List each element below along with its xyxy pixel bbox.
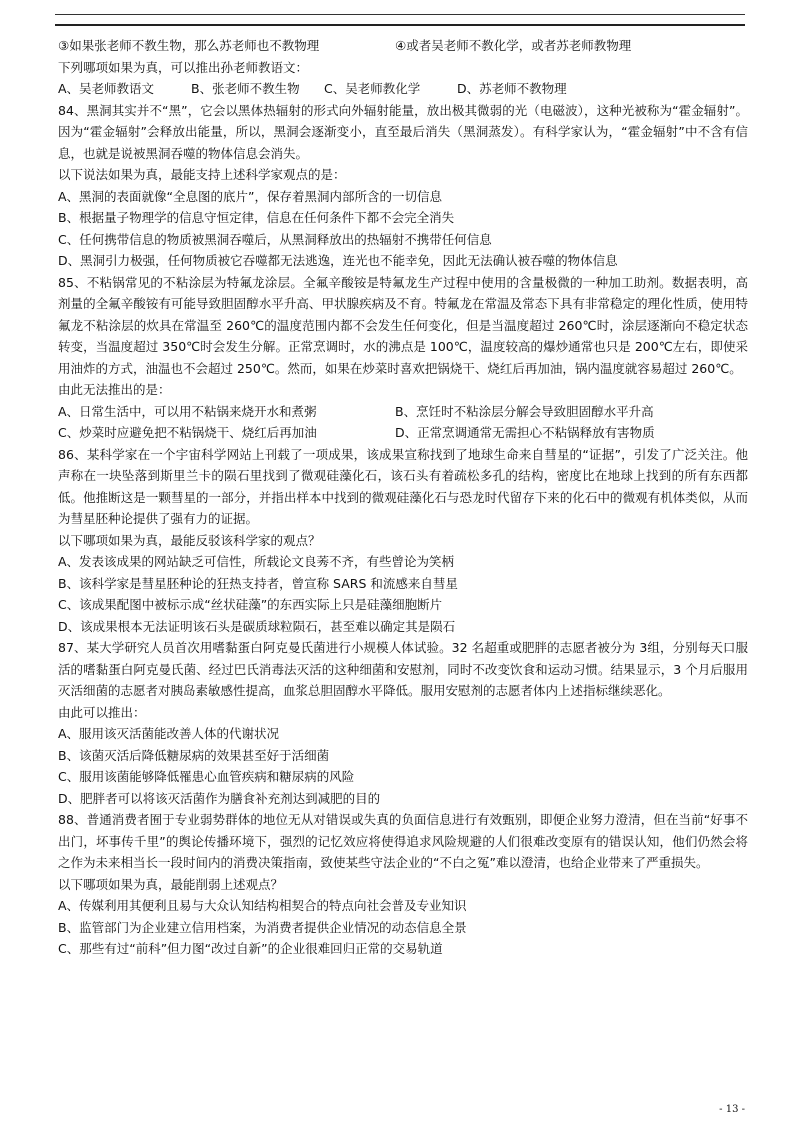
statement-3: ③如果张老师不教生物，那么苏老师也不教物理 [58,38,320,53]
q84-question: 以下说法如果为真，最能支持上述科学家观点的是： [58,167,346,182]
page-number: - 13 - [719,1104,745,1115]
q86-option-c: C、该成果配图中被标示成“丝状硅藻”的东西实际上只是硅藻细胞断片 [58,597,443,612]
q85-question: 由此无法推出的是： [58,382,171,397]
q87-stem: 87、某大学研究人员首次用嗜黏蛋白阿克曼氏菌进行小规模人体试验。32 名超重或肥胖的志愿者被分为 3组，分别每天口服活的嗜黏蛋白阿克曼氏菌、经过巴氏消毒法灭活的这种细菌和安慰剂，同时不改变饮食和运动习惯。结果显示，3 个月后服用灭活细菌的志愿者对胰岛素敏感性提高，血浆总胆固醇水平降低。服用安慰剂的志愿者体内上述指标继续恶化。 [58,640,748,698]
q84-stem: 84、黑洞其实并不“黑”，它会以黑体热辐射的形式向外辐射能量，放出极其微弱的光（电磁波），这种光被称为“霍金辐射”。因为“霍金辐射”会释放出能量，所以，黑洞会逐渐变小，直至最后消失（黑洞蒸发）。有科学家认为，“霍金辐射”中不含有信息，也就是说被黑洞吞噬的物体信息会消失。 [58,102,748,161]
q85-option-b: B、烹饪时不粘涂层分解会导致胆固醇水平升高 [395,403,654,419]
q84-option-b: B、根据量子物理学的信息守恒定律，信息在任何条件下都不会完全消失 [58,210,455,225]
q85-option-a: A、日常生活中，可以用不粘锅来烧开水和煮粥 [58,403,317,419]
q84-option-a: A、黑洞的表面就像“全息图的底片”，保存着黑洞内部所含的一切信息 [58,188,443,204]
q83-option-b: B、张老师不教生物 [191,81,300,96]
header-rule-thin [55,14,745,15]
q88-stem: 88、普通消费者囿于专业弱势群体的地位无从对错误或失真的负面信息进行有效甄别，即便企业努力澄清，但在当前“好事不出门，坏事传千里”的舆论传播环境下，强烈的记忆效应将使得追求风险规避的人们很难改变原有的错误认知，他们仍然会将之作为未来相当长一段时间内的消费决策指南，致使某些守法企业的“不白之冤”难以澄清，也给企业带来了严重损失。 [58,812,748,870]
q84-option-d: D、黑洞引力极强，任何物质被它吞噬都无法逃逸，连光也不能幸免，因此无法确认被吞噬的物体信息 [58,253,618,268]
page-content [58,35,748,960]
q87-question: 由此可以推出： [58,704,146,720]
q86-option-d: D、该成果根本无法证明该石头是碳质球粒陨石，甚至难以确定其是陨石 [58,618,456,634]
q83-question: 下列哪项如果为真，可以推出孙老师教语文： [58,59,309,75]
q88-option-b: B、监管部门为企业建立信用档案，为消费者提供企业情况的动态信息全景 [58,919,467,935]
q83-option-c: C、吴老师教化学 [324,81,421,96]
q85-stem: 85、不粘锅常见的不粘涂层为特氟龙涂层。全氟辛酸铵是特氟龙生产过程中使用的含量极微的一种加工助剂。数据表明，高剂量的全氟辛酸铵有可能导致胆固醇水平升高、甲状腺疾病及不育。特氟龙在常温及常态下具有非常稳定的理化性质，使用特氟龙不粘涂层的炊具在常温至 260℃的温度范围内都不会发生任何变化，但是当温度超过 260℃时，涂层逐渐向不稳定状态转变，当温度超过 350℃时会发生分解。正常烹调时，水的沸点是 100℃，温度较高的爆炒通常也只是 200℃左右，即使采用油炸的方式，油温也不会超过 250℃。然而，如果在炒菜时喜欢把锅烧干、烧红后再加油，锅内温度就容易超过 260℃。 [58,274,748,376]
q86-option-b: B、该科学家是彗星胚种论的狂热支持者，曾宣称 SARS 和流感来自彗星 [58,575,458,591]
q86-question: 以下哪项如果为真，最能反驳该科学家的观点？ [58,532,321,548]
q86-option-a: A、发表该成果的网站缺乏可信性，所载论文良莠不齐，有些曾论为笑柄 [58,554,455,569]
q83-option-d: D、苏老师不教物理 [457,81,567,96]
q85-option-c: C、炒菜时应避免把不粘锅烧干、烧红后再加油 [58,425,317,440]
statement-4: ④或者吴老师不教化学，或者苏老师教物理 [395,38,632,53]
q85-options-row1 [58,401,748,423]
q83-options [58,78,748,100]
q87-option-d: D、肥胖者可以将该灭活菌作为膳食补充剂达到减肥的目的 [58,790,381,806]
carryover-options [58,35,748,57]
q87-option-b: B、该菌灭活后降低糖尿病的效果甚至好于活细菌 [58,747,330,763]
q88-option-c: C、那些有过“前科”但力图“改过自新”的企业很难回归正常的交易轨道 [58,941,443,956]
header-rule-thick [55,24,745,26]
q85-options-row2 [58,422,748,444]
q88-question: 以下哪项如果为真，最能削弱上述观点？ [58,876,284,892]
q85-option-d: D、正常烹调通常无需担心不粘锅释放有害物质 [395,425,655,440]
q87-option-c: C、服用该菌能够降低罹患心血管疾病和糖尿病的风险 [58,769,355,784]
q88-option-a: A、传媒利用其便利且易与大众认知结构相契合的特点向社会普及专业知识 [58,898,467,913]
q87-option-a: A、服用该灭活菌能改善人体的代谢状况 [58,726,280,741]
q83-option-a: A、吴老师教语文 [58,81,155,96]
q84-option-c: C、任何携带信息的物质被黑洞吞噬后，从黑洞释放出的热辐射不携带任何信息 [58,231,492,247]
q86-stem: 86、某科学家在一个宇宙科学网站上刊载了一项成果，该成果宣称找到了地球生命来自彗星的“证据”，引发了广泛关注。他声称在一块坠落到斯里兰卡的陨石里找到了微观硅藻化石，该石头有着疏松多孔的结构，密度比在地球上找到的所有东西都低。他推断这是一颗彗星的一部分，并指出样本中找到的微观硅藻化石与恐龙时代留存下来的化石中的微观有机体类似，从而为彗星胚种论提供了强有力的证据。 [58,446,748,526]
